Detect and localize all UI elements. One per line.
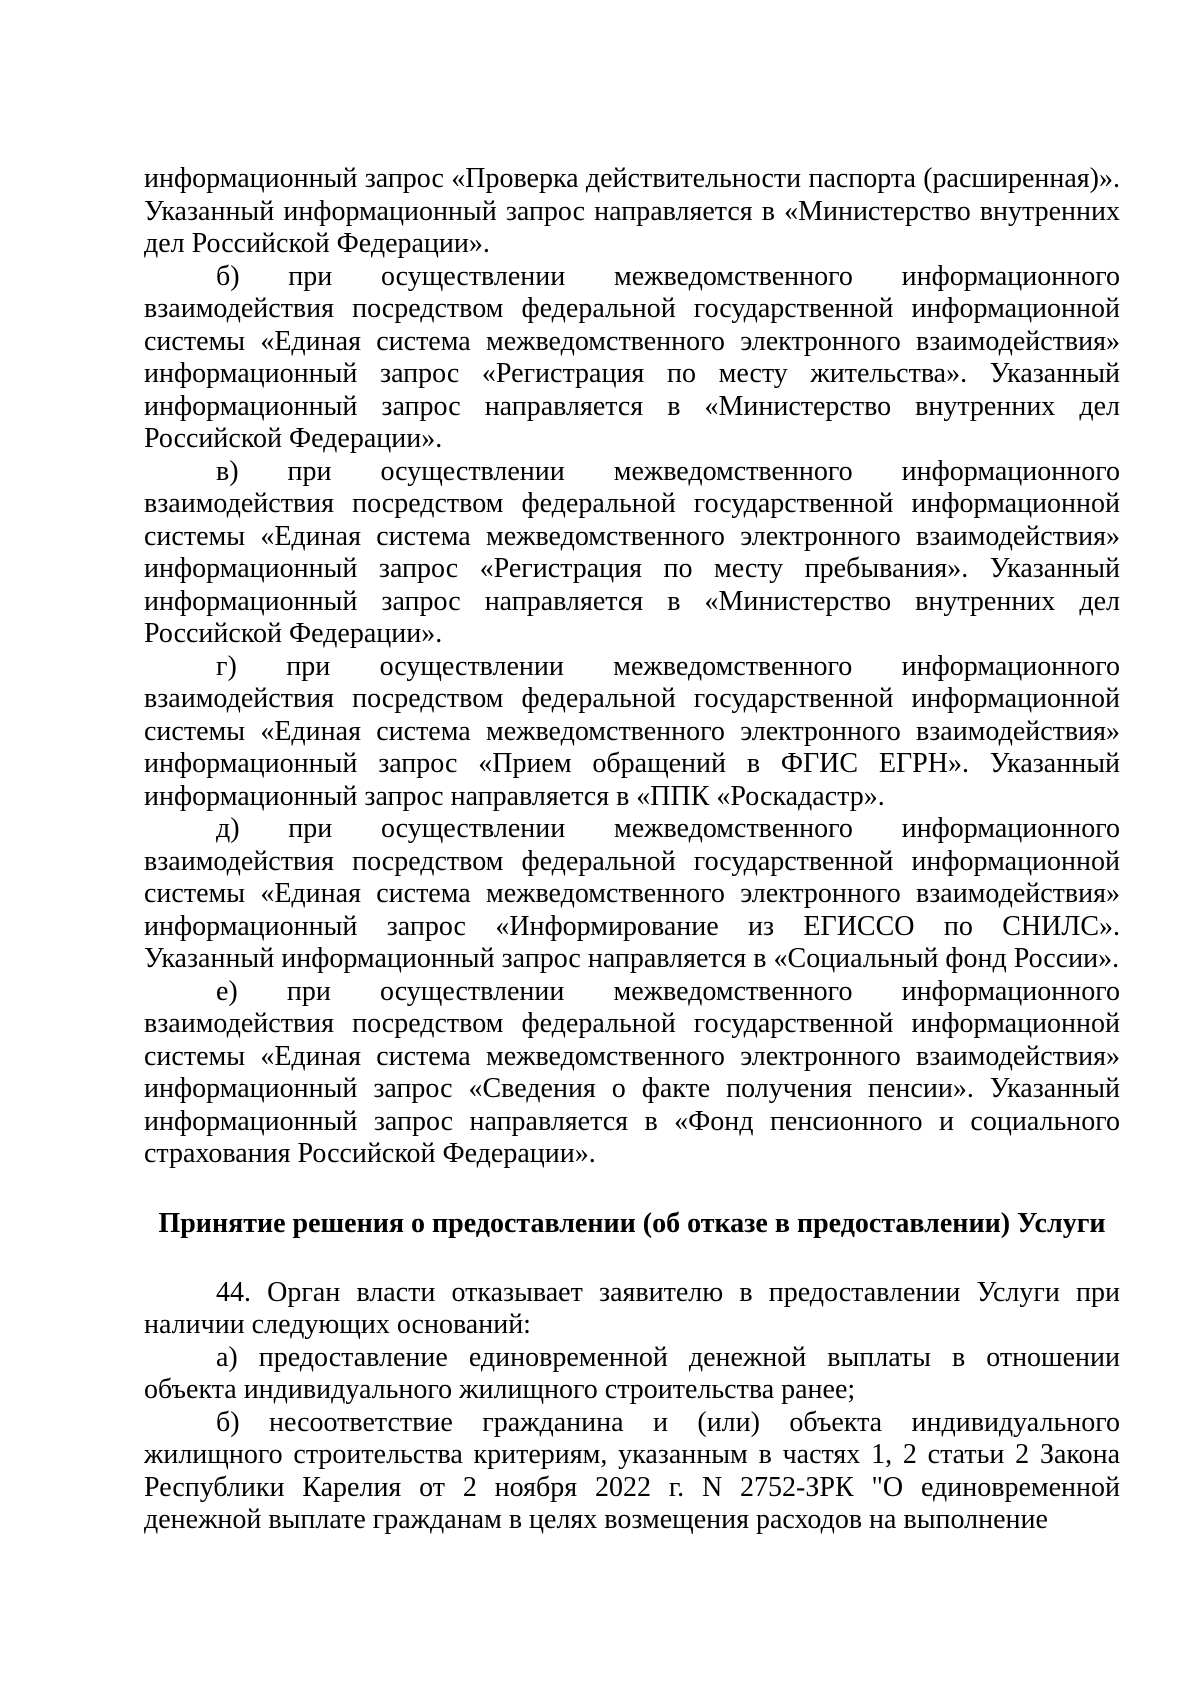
- paragraph-item-v: в) при осуществлении межведомственного информационного взаимодействия посредством федеральной государственной информационной системы «Единая система межведомственного электронного взаимодействия» информационный запрос «Регистрация по месту пребывания». Указанный информационный запрос направляется в «Министерство внутренних дел Российской Федерации».: [144, 455, 1120, 649]
- paragraph-44-b: б) несоответствие гражданина и (или) объекта индивидуального жилищного строительства критериям, указанным в частях 1, 2 статьи 2 Закона Республики Карелия от 2 ноября 2022 г. N 2752-ЗРК "О единовременной денежной выплате гражданам в целях возмещения расходов на выполнение: [144, 1406, 1120, 1535]
- paragraph-44: 44. Орган власти отказывает заявителю в предоставлении Услуги при наличии следующих оснований:: [144, 1276, 1120, 1340]
- paragraph-item-b: б) при осуществлении межведомственного информационного взаимодействия посредством федеральной государственной информационной системы «Единая система межведомственного электронного взаимодействия» информационный запрос «Регистрация по месту жительства». Указанный информационный запрос направляется в «Министерство внутренних дел Российской Федерации».: [144, 260, 1120, 454]
- paragraph-item-d: д) при осуществлении межведомственного информационного взаимодействия посредством федеральной государственной информационной системы «Единая система межведомственного электронного взаимодействия» информационный запрос «Информирование из ЕГИССО по СНИЛС». Указанный информационный запрос направляется в «Социальный фонд России».: [144, 813, 1120, 974]
- section-heading: Принятие решения о предоставлении (об отказе в предоставлении) Услуги: [158, 1207, 1106, 1239]
- paragraph-continuation: информационный запрос «Проверка действительности паспорта (расширенная)». Указанный информационный запрос направляется в «Министерство внутренних дел Российской Федерации».: [144, 163, 1120, 259]
- paragraph-item-g: г) при осуществлении межведомственного информационного взаимодействия посредством федеральной государственной информационной системы «Единая система межведомственного электронного взаимодействия» информационный запрос «Прием обращений в ФГИС ЕГРН». Указанный информационный запрос направляется в «ППК «Роскадастр».: [144, 650, 1120, 812]
- document-page: [144, 163, 1120, 1537]
- paragraph-44-a: а) предоставление единовременной денежной выплаты в отношении объекта индивидуального жилищного строительства ранее;: [144, 1341, 1120, 1405]
- paragraph-item-e: е) при осуществлении межведомственного информационного взаимодействия посредством федеральной государственной информационной системы «Единая система межведомственного электронного взаимодействия» информационный запрос «Сведения о факте получения пенсии». Указанный информационный запрос направляется в «Фонд пенсионного и социального страхования Российской Федерации».: [144, 975, 1120, 1169]
